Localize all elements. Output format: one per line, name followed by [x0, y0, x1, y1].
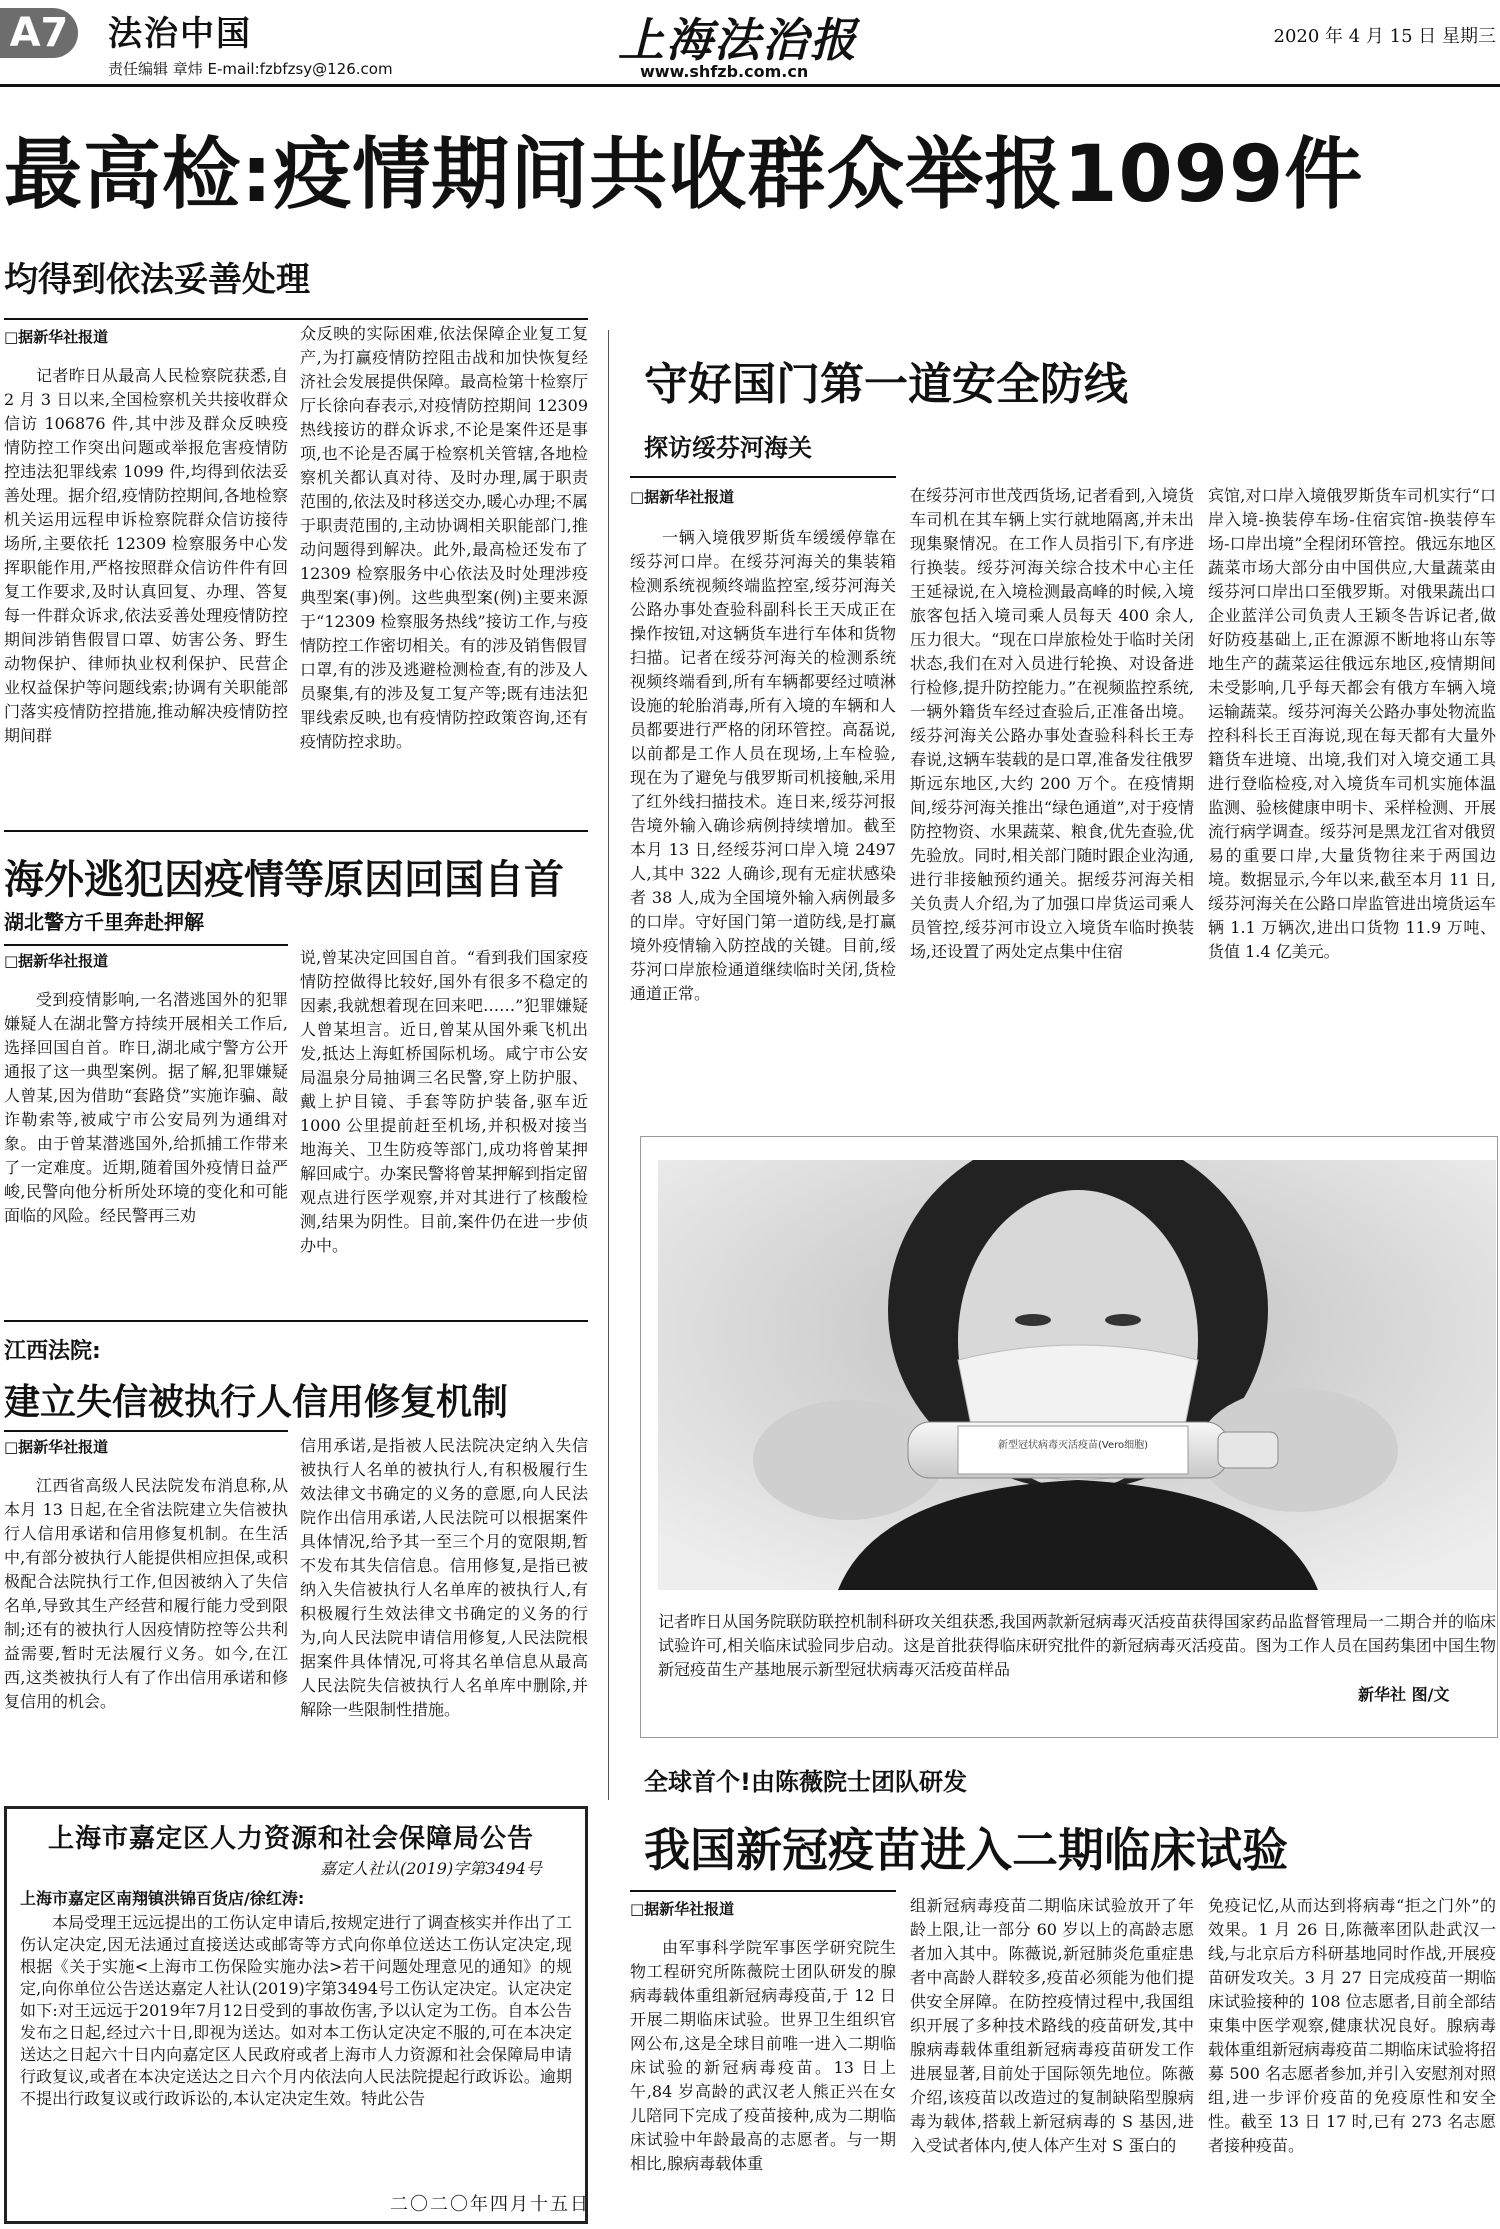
border-headline: 守好国门第一道安全防线 — [644, 359, 1128, 410]
divider — [4, 318, 588, 320]
border-col-3: 宾馆,对口岸入境俄罗斯货车司机实行“口岸入境-换装停车场-住宿宾馆-换装停车场-口岸出境”全程闭环管控。俄远东地区蔬菜市场大部分由中国供应,大量蔬菜由绥芬河口岸出口至俄罗斯。对俄果蔬出口企业蓝洋公司负责人王颖冬告诉记者,做好防疫基础上,正在源源不断地将山东等地生产的蔬菜运往俄远东地区,疫情期间未受影响,几乎每天都会有俄方车辆入境运输蔬菜。绥芬河海关公路办事处物流监控科科长王百海说,现在每天都有大量外籍货车进境、出境,我们对入境交通工具进行登临检疫,对入境货车司机实施体温监测、验核健康申明卡、采样检测、开展流行病学调查。绥芬河是黑龙江省对俄贸易的重要口岸,大量货物往来于两国边境。数据显示,今年以来,截至本月 11 日,绥芬河海关在公路口岸监管进出境货运车辆 1.1 万辆次,进出口货物 11.9 万吨、货值 1.4 亿美元。 — [1208, 486, 1496, 961]
photo-credit: 新华社 图/文 — [1358, 1685, 1450, 1704]
column-separator — [608, 330, 609, 1800]
vaccine-photo — [658, 1160, 1496, 1590]
lead-col-2: 众反映的实际困难,依法保障企业复工复产,为打赢疫情防控阻击战和加快恢复经济社会发展提供保障。最高检第十检察厅厅长徐向春表示,对疫情防控期间 12309 热线接访的群众诉求,不论是案件还是事项,也不论是否属于检察机关管辖,各地检察机关都认真对待、及时办理,属于职责范围的,依法及时移送交办,暖心办理;不属于职责范围的,主动协调相关职能部门,推动问题得到解决。此外,最高检还发布了 12309 检察服务中心依法及时处理涉疫典型案(事)例。这些典型案(例)主要来源于“12309 检察服务热线”接访工作,与疫情防控工作密切相关。有的涉及销售假冒口罩,有的涉及逃避检测检查,有的涉及人员聚集,有的涉及复工复产等;既有违法犯罪线索反映,也有疫情防控政策咨询,还有疫情防控求助。 — [300, 324, 588, 751]
vaccine-byline: □据新华社报道 — [630, 1900, 735, 1918]
vaccine-headline: 我国新冠疫苗进入二期临床试验 — [644, 1823, 1288, 1877]
vaccine-col-2: 组新冠病毒疫苗二期临床试验放开了年龄上限,让一部分 60 岁以上的高龄志愿者加入其中。陈薇说,新冠肺炎危重症患者中高龄人群较多,疫苗必须能为他们提供安全屏障。在防控疫情过程中,我国组织开展了多种技术路线的疫苗研发,其中腺病毒载体重组新冠病毒疫苗研发工作进展显著,目前处于国际领先地位。陈薇介绍,该疫苗以改造过的复制缺陷型腺病毒为载体,搭载上新冠病毒的 S 基因,进入受试者体内,使人体产生对 S 蛋白的 — [910, 1896, 1194, 2155]
photo-caption: 记者昨日从国务院联防联控机制科研攻关组获悉,我国两款新冠病毒灭活疫苗获得国家药品监督管理局一二期合并的临床试验许可,相关临床试验同步启动。这是首批获得临床研究批件的新冠病毒灭活疫苗。图为工作人员在国药集团中国生物新冠疫苗生产基地展示新型冠状病毒灭活疫苗样品 — [658, 1612, 1496, 1679]
lead-byline: □据新华社报道 — [4, 328, 109, 346]
masthead: 上海法治报 — [618, 13, 858, 67]
divider — [4, 830, 588, 832]
page-number: A7 — [0, 8, 78, 58]
lead-subhead: 均得到依法妥善处理 — [4, 260, 310, 300]
border-subhead: 探访绥芬河海关 — [644, 434, 812, 462]
fugitive-byline: □据新华社报道 — [4, 952, 109, 970]
jiangxi-headline: 建立失信被执行人信用修复机制 — [4, 1382, 509, 1423]
divider — [4, 1430, 288, 1432]
jiangxi-col-2: 信用承诺,是指被人民法院决定纳入失信被执行人名单的被执行人,有积极履行生效法律文书确定的义务的意愿,向人民法院作出信用承诺,人民法院可以根据案件具体情况,给予其一至三个月的宽限期,暂不发布其失信信息。信用修复,是指已被纳入失信被执行人名单库的被执行人,有积极履行生效法律文书确定的义务的行为,向人民法院申请信用修复,人民法院根据案件具体情况,可将其名单信息从最高人民法院失信被执行人名单库中删除,并解除一些限制性措施。 — [300, 1436, 588, 1719]
border-col-1: 一辆入境俄罗斯货车缓缓停靠在绥芬河口岸。在绥芬河海关的集装箱检测系统视频终端监控室,绥芬河海关公路办事处查验科副科长王天成正在操作按钮,对这辆货车进行车体和货物扫描。记者在绥芬河海关的检测系统视频终端看到,所有车辆都要经过喷淋设施的轮胎消毒,所有入境的车辆和人员都要进行严格的闭环管控。高磊说,以前都是工作人员在现场,上车检验,现在为了避免与俄罗斯司机接触,采用了红外线扫描技术。连日来,绥芬河报告境外输入确诊病例持续增加。截至本月 13 日,经绥芬河口岸入境 2497 人,其中 322 人确诊,现有无症状感染者 38 人,成为全国境外输入病例最多的口岸。守好国门第一道防线,是打赢境外疫情输入防控战的关键。目前,绥芬河口岸旅检通道继续临时关闭,货检通道正常。 — [630, 528, 896, 1003]
notice-recipient: 上海市嘉定区南翔镇洪锦百货店/徐红涛: — [20, 1889, 305, 1908]
vaccine-col-3: 免疫记忆,从而达到将病毒“拒之门外”的效果。1 月 26 日,陈薇率团队赴武汉一线,与北京后方科研基地同时作战,开展疫苗研发攻关。3 月 27 日完成疫苗一期临床试验接种的 108 位志愿者,目前全部结束集中医学观察,健康状况良好。腺病毒载体重组新冠病毒疫苗二期临床试验将招募 500 名志愿者参加,并引入安慰剂对照组,进一步评价疫苗的免疫原性和安全性。截至 13 日 17 时,已有 273 名志愿者接种疫苗。 — [1208, 1896, 1496, 2155]
fugitive-col-2: 说,曾某决定回国自首。“看到我们国家疫情防控做得比较好,国外有很多不稳定的因素,我就想着现在回来吧……”犯罪嫌疑人曾某坦言。近日,曾某从国外乘飞机出发,抵达上海虹桥国际机场。咸宁市公安局温泉分局抽调三名民警,穿上防护服、戴上护目镜、手套等防护装备,驱车近 1000 公里提前赶至机场,并积极对接当地海关、卫生防疫等部门,成功将曾某押解回咸宁。办案民警将曾某押解到指定留观点进行医学观察,并对其进行了核酸检测,结果为阴性。目前,案件仍在进一步侦办中。 — [300, 948, 588, 1255]
notice-body: 本局受理王远远提出的工伤认定申请后,按规定进行了调查核实并作出了工伤认定决定,因无法通过直接送达或邮寄等方式向你单位送达工伤认定决定,现根据《关于实施<上海市工伤保险实施办法>若干问题处理意见的通知》的规定,向你单位公告送达嘉定人社认(2019)字第3494号工伤认定决定。认定决定如下:对王远远于2019年7月12日受到的事故伤害,予以认定为工伤。自本公告发布之日起,经过六十日,即视为送达。如对本工伤认定决定不服的,可在本决定送达之日起六十日内向嘉定区人民政府或者上海市人力资源和社会保障局申请行政复议,或者在本决定送达之日六个月内依法向人民法院提起行政诉讼。逾期不提出行政复议或行政诉讼的,本认定决定生效。特此公告 — [20, 1913, 572, 2108]
notice-date: 二〇二〇年四月十五日 — [390, 2194, 590, 2215]
website: www.shfzb.com.cn — [640, 62, 809, 81]
notice-doc-number: 嘉定人社认(2019)字第3494号 — [320, 1859, 542, 1878]
divider — [630, 1890, 896, 1892]
vial-label: 新型冠状病毒灭活疫苗(Vero细胞) — [997, 1440, 1149, 1451]
section-title: 法治中国 — [108, 14, 252, 54]
vaccine-col-1: 由军事科学院军事医学研究院生物工程研究所陈薇院士团队研发的腺病毒载体重组新冠病毒疫苗,于 12 日开展二期临床试验。世界卫生组织官网公布,这是全球目前唯一进入二期临床试验的新冠病毒疫苗。13 日上午,84 岁高龄的武汉老人熊正兴在女儿陪同下完成了疫苗接种,成为二期临床试验中年龄最高的志愿者。与一期相比,腺病毒载体重 — [630, 1938, 896, 2173]
header-rule — [0, 84, 1500, 87]
issue-date: 2020 年 4 月 15 日 星期三 — [1273, 26, 1496, 47]
divider — [4, 1320, 588, 1322]
divider — [630, 476, 896, 478]
vaccine-photo-illustration — [658, 1160, 1496, 1590]
border-byline: □据新华社报道 — [630, 488, 735, 506]
fugitive-col-1: 受到疫情影响,一名潜逃国外的犯罪嫌疑人在湖北警方持续开展相关工作后,选择回国自首。昨日,湖北咸宁警方公开通报了这一典型案例。据了解,犯罪嫌疑人曾某,因为借助“套路贷”实施诈骗、敲诈勒索等,被咸宁市公安局列为通缉对象。由于曾某潜逃国外,给抓捕工作带来了一定难度。近期,随着国外疫情日益严峻,民警向他分析所处环境的变化和可能面临的风险。经民警再三劝 — [4, 990, 288, 1225]
lead-headline: 最高检:疫情期间共收群众举报1099件 — [4, 130, 1364, 220]
fugitive-headline: 海外逃犯因疫情等原因回国自首 — [4, 857, 564, 903]
divider — [4, 944, 288, 946]
jiangxi-kicker: 江西法院: — [4, 1339, 101, 1364]
notice-title: 上海市嘉定区人力资源和社会保障局公告 — [48, 1824, 535, 1854]
jiangxi-byline: □据新华社报道 — [4, 1438, 109, 1456]
vaccine-kicker: 全球首个!由陈薇院士团队研发 — [644, 1768, 967, 1796]
jiangxi-col-1: 江西省高级人民法院发布消息称,从本月 13 日起,在全省法院建立失信被执行人信用承诺和信用修复机制。在生活中,有部分被执行人能提供相应担保,或积极配合法院执行工作,但因被纳入了失信名单,导致其生产经营和履行能力受到限制;还有的被执行人因疫情防控等公共利益需要,暂时无法履行义务。如今,在江西,这类被执行人有了作出信用承诺和修复信用的机会。 — [4, 1476, 288, 1711]
lead-col-1: 记者昨日从最高人民检察院获悉,自 2 月 3 日以来,全国检察机关共接收群众信访 106876 件,其中涉及群众反映疫情防控工作突出问题或举报危害疫情防控违法犯罪线索 1099 件,均得到依法妥善处理。据介绍,疫情防控期间,各地检察机关运用远程申诉检察院群众信访接待场所,主要依托 12309 检察服务中心发挥职能作用,严格按照群众信访件件有回复工作要求,及时认真回复、办理、答复每一件群众诉求,依法妥善处理疫情防控期间涉销售假冒口罩、妨害公务、野生动物保护、律师执业权利保护、民营企业权益保护等问题线索;协调有关职能部门落实疫情防控措施,推动解决疫情防控期间群 — [4, 366, 288, 745]
editor-line: 责任编辑 章炜 E-mail:fzbfzsy@126.com — [108, 60, 393, 78]
fugitive-subhead: 湖北警方千里奔赴押解 — [4, 910, 204, 934]
border-col-2: 在绥芬河市世茂西货场,记者看到,入境货车司机在其车辆上实行就地隔离,并未出现集聚情况。在工作人员指引下,有序进行换装。绥芬河海关综合技术中心主任王延禄说,在入境检测最高峰的时候,入境旅客包括入境司乘人员每天 400 余人,压力很大。“现在口岸旅检处于临时关闭状态,我们在对入员进行轮换、对设备进行检修,提升防控能力。”在视频监控系统,一辆外籍货车经过查验后,正准备出境。绥芬河海关公路办事处查验科科长王寿春说,这辆车装载的是口罩,准备发往俄罗斯远东地区,大约 200 万个。在疫情期间,绥芬河海关推出“绿色通道”,对于疫情防控物资、水果蔬菜、粮食,优先查验,优先验放。同时,相关部门随时跟企业沟通,进行非接触预约通关。据绥芬河海关相关负责人介绍,为了加强口岸货运司乘人员管控,绥芬河市设立入境货车临时换装场,还设置了两处定点集中住宿 — [910, 486, 1194, 961]
